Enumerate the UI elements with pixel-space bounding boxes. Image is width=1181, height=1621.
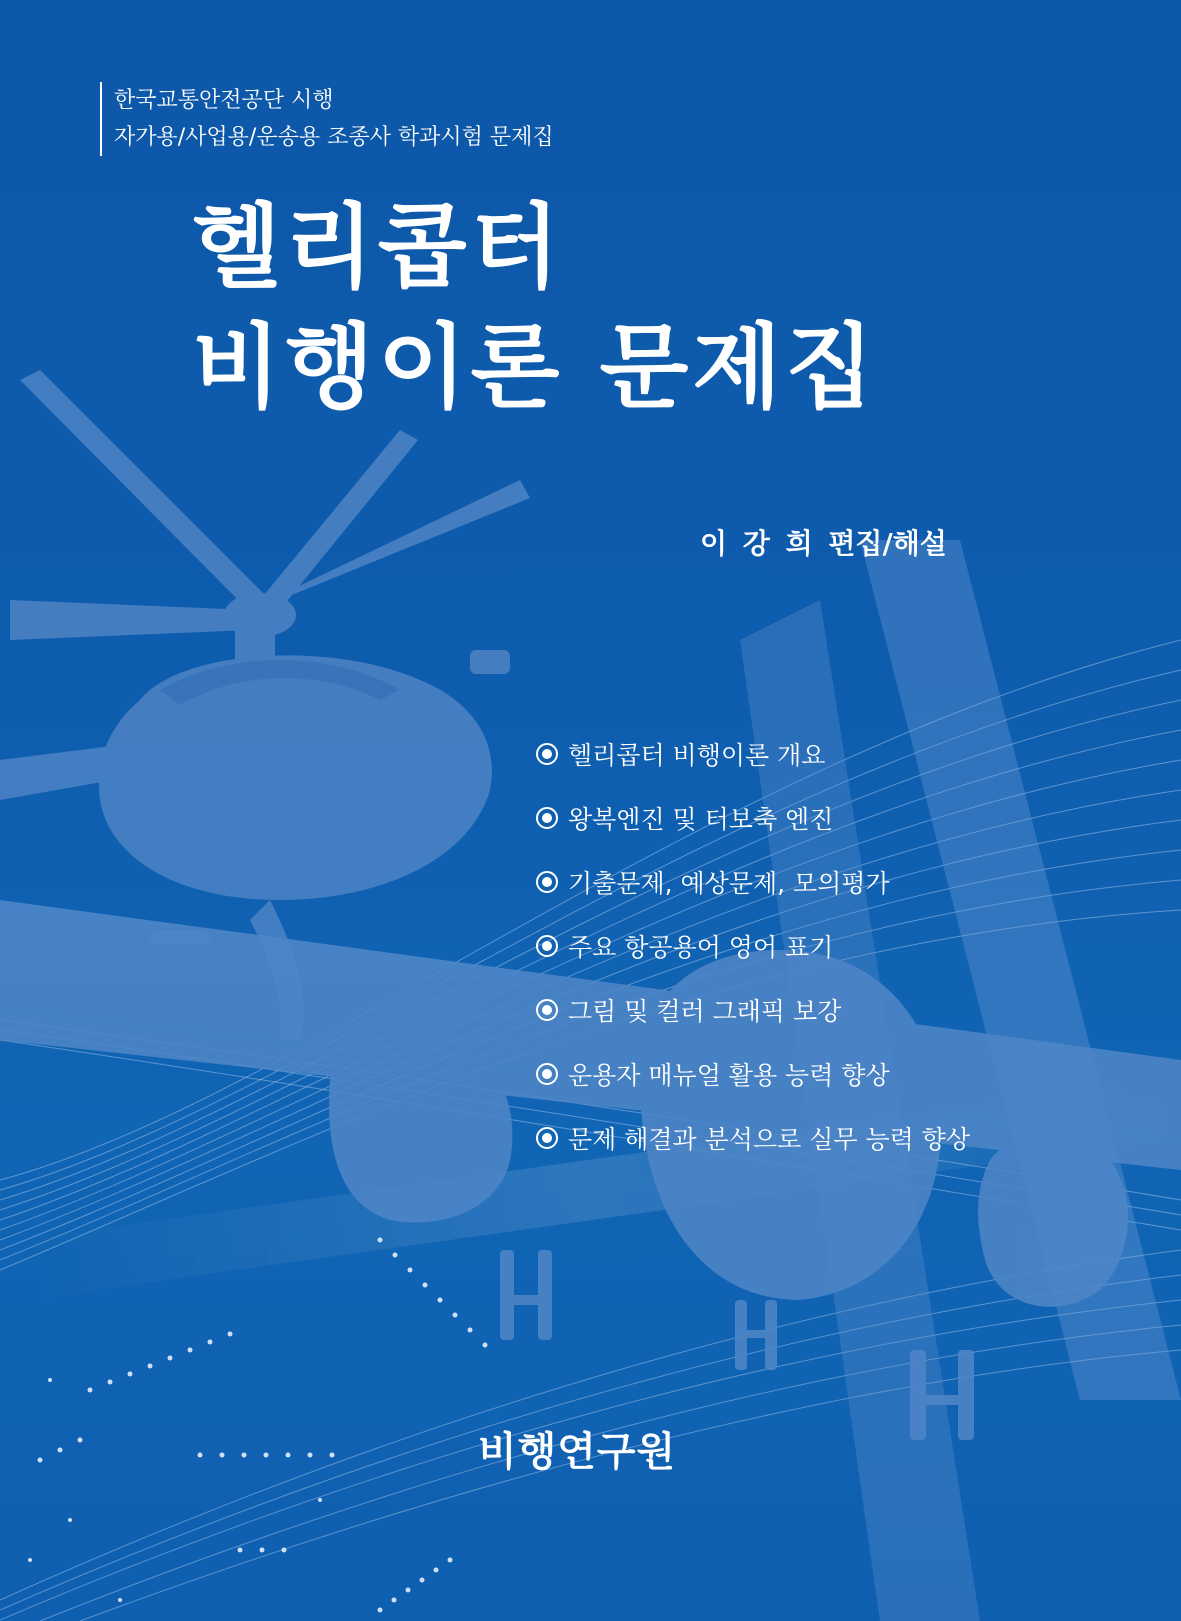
circled-dot-icon — [536, 1063, 558, 1085]
circled-dot-icon — [536, 807, 558, 829]
feature-text: 그림 및 컬러 그래픽 보강 — [568, 997, 842, 1026]
title-line-2: 비행이론 문제집 — [192, 314, 879, 421]
circled-dot-icon — [536, 743, 558, 765]
subtitle-line-1: 한국교통안전공단 시행 — [114, 88, 334, 113]
feature-item — [536, 722, 970, 786]
feature-item — [536, 1042, 970, 1106]
publisher-name: 비행연구원 — [478, 1429, 677, 1475]
circled-dot-icon — [536, 935, 558, 957]
runway-lights — [28, 1238, 488, 1613]
subtitle-line-2: 자가용/사업용/운송용 조종사 학과시험 문제집 — [114, 125, 554, 150]
feature-text: 기출문제, 예상문제, 모의평가 — [568, 869, 890, 898]
feature-item — [536, 1106, 970, 1170]
feature-item — [536, 850, 970, 914]
feature-text: 주요 항공용어 영어 표기 — [568, 933, 834, 962]
feature-list — [536, 722, 970, 1170]
feature-text: 헬리콥터 비행이론 개요 — [568, 741, 826, 770]
title-line-1: 헬리콥터 — [192, 194, 564, 301]
feature-item — [536, 914, 970, 978]
feature-text: 왕복엔진 및 터보축 엔진 — [568, 805, 834, 834]
circled-dot-icon — [536, 871, 558, 893]
feature-item — [536, 978, 970, 1042]
author-credit: 이 강 희 편집/해설 — [700, 527, 947, 560]
feature-text: 운용자 매뉴얼 활용 능력 향상 — [568, 1061, 890, 1090]
feature-item — [536, 786, 970, 850]
feature-text: 문제 해결과 분석으로 실무 능력 향상 — [568, 1125, 970, 1154]
circled-dot-icon — [536, 1127, 558, 1149]
circled-dot-icon — [536, 999, 558, 1021]
exam-subtitle — [100, 82, 554, 156]
book-title — [192, 188, 878, 428]
